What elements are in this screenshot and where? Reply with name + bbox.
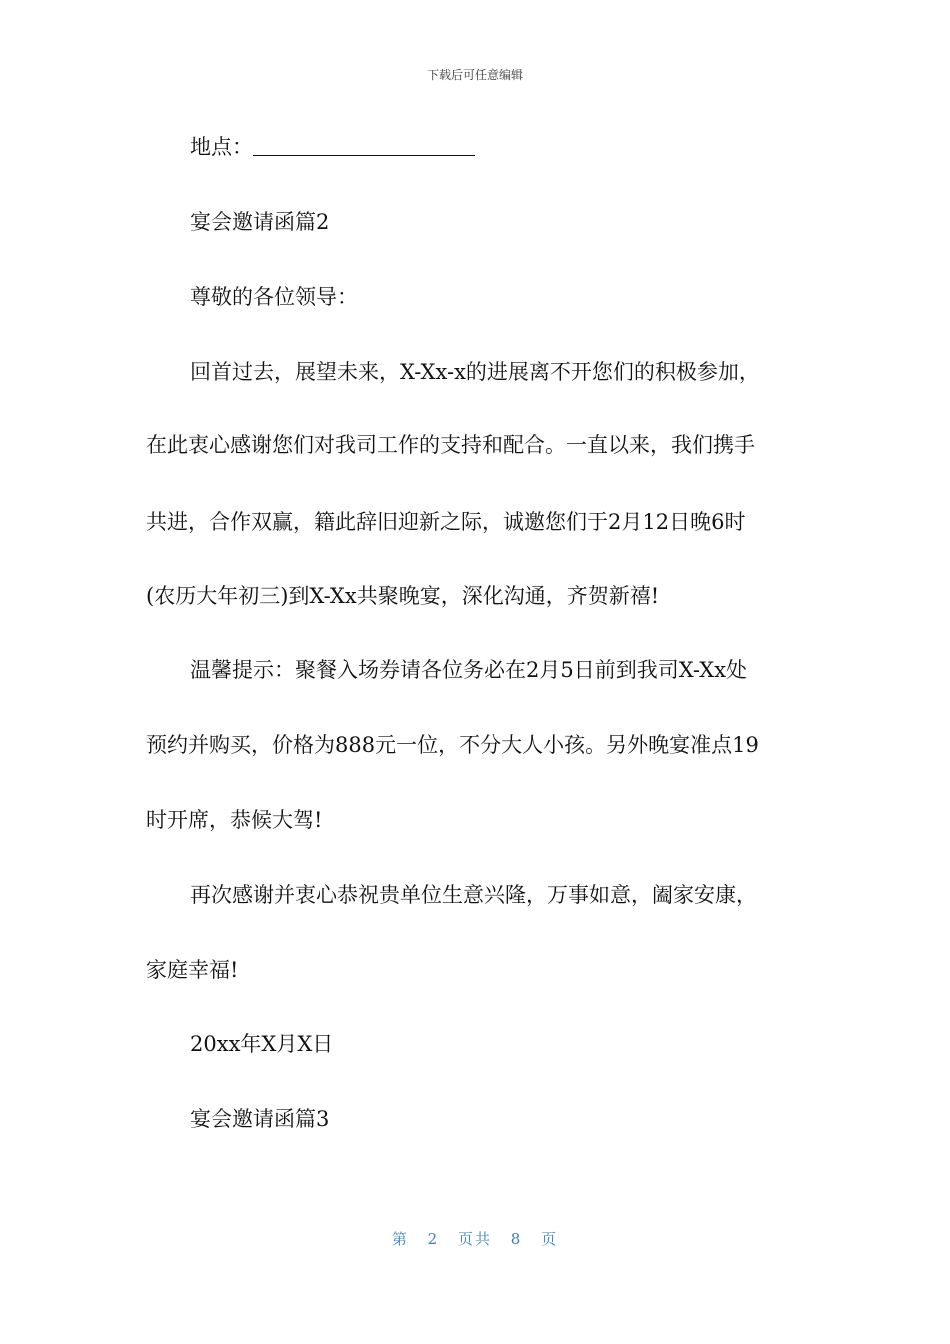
notice-paragraph-line: 时开席，恭候大驾! bbox=[146, 808, 323, 832]
salutation: 尊敬的各位领导： bbox=[190, 285, 358, 309]
location-line bbox=[190, 132, 850, 162]
section-title: 宴会邀请函篇2 bbox=[190, 210, 330, 234]
location-blank bbox=[253, 135, 475, 156]
notice-paragraph-line: 温馨提示：聚餐入场券请各位务必在2月5日前到我司X-Xx处 bbox=[190, 658, 748, 682]
body-paragraph-line: 在此衷心感谢您们对我司工作的支持和配合。一直以来，我们携手 bbox=[146, 433, 755, 457]
body-paragraph-line: (农历大年初三)到X-Xx共聚晚宴，深化沟通，齐贺新禧! bbox=[146, 584, 660, 608]
page-header: 下载后可任意编辑 bbox=[426, 68, 523, 82]
notice-paragraph-line: 预约并购买，价格为888元一位，不分大人小孩。另外晚宴准点19 bbox=[146, 733, 759, 757]
closing-paragraph-line: 家庭幸福! bbox=[146, 958, 239, 982]
body-paragraph-line: 共进，合作双赢，籍此辞旧迎新之际，诚邀您们于2月12日晚6时 bbox=[146, 510, 746, 534]
date-line: 20xx年X月X日 bbox=[190, 1032, 334, 1056]
body-paragraph-line: 回首过去，展望未来，X-Xx-x的进展离不开您们的积极参加， bbox=[190, 360, 760, 384]
closing-paragraph-line: 再次感谢并衷心恭祝贵单位生意兴隆，万事如意，阖家安康， bbox=[190, 883, 757, 907]
location-label: 地点： bbox=[190, 135, 253, 159]
section-title: 宴会邀请函篇3 bbox=[190, 1107, 330, 1131]
page-footer: 第 2 页共 8 页 bbox=[391, 1230, 559, 1248]
